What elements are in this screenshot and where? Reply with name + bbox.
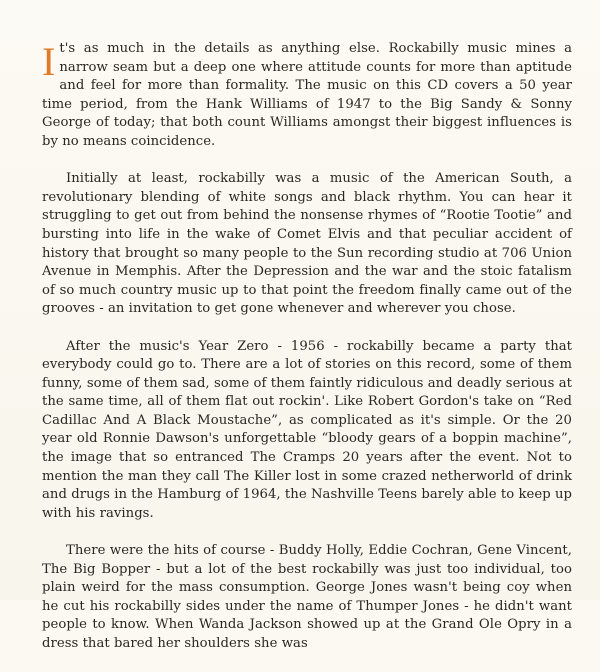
paragraph-1 [42, 40, 572, 152]
paragraph-2: Initially at least, rockabilly was a music of the American South, a revolutionary blending of white songs and black rhythm. You can hear it struggling to get out from behind the nonsense rhymes of “Rootie Tootie” and bursting into life in the wake of Comet Elvis and that peculiar accident of history that brought so many people to the Sun recording studio at 706 Union Avenue in Memphis. After the Depression and the war and the stoic fatalism of so much country music up to that point the freedom finally came out of the grooves - an invitation to get gone whenever and wherever you chose. [42, 171, 572, 317]
liner-notes-text [42, 40, 572, 672]
paragraph-3: After the music's Year Zero - 1956 - rockabilly became a party that everybody could go to. There are a lot of stories on this record, some of them funny, some of them sad, some of them faintly ridiculous and deadly serious at the same time, all of them flat out rockin'. Like Robert Gordon's take on “Red Cadillac And A Black Moustache”, as complicated as it's simple. Or the 20 year old Ronnie Dawson's unforgettable “bloody gears of a boppin machine”, the image that so entranced The Cramps 20 years after the event. Not to mention the man they call The Killer lost in some crazed netherworld of drink and drugs in the Hamburg of 1964, the Nashville Teens barely able to keep up with his ravings. [42, 338, 572, 521]
drop-cap: I [42, 39, 56, 84]
paragraph-4: There were the hits of course - Buddy Holly, Eddie Cochran, Gene Vincent, The Big Bopper - but a lot of the best rockabilly was just too individual, too plain weird for the mass consumption. George Jones wasn't being coy when he cut his rockabilly sides under the name of Thumper Jones - he didn't want people to know. When Wanda Jackson showed up at the Grand Ole Opry in a dress that bared her shoulders she was [42, 543, 572, 651]
paragraph-1-text: t's as much in the details as anything else. Rockabilly music mines a narrow seam but a deep one where attitude counts for more than aptitude and feel for more than formality. The music on this CD covers a 50 year time period, from the Hank Williams of 1947 to the Big Sandy & Sonny George of today; that both count Williams amongst their biggest influences is by no means coincidence. [42, 41, 572, 149]
